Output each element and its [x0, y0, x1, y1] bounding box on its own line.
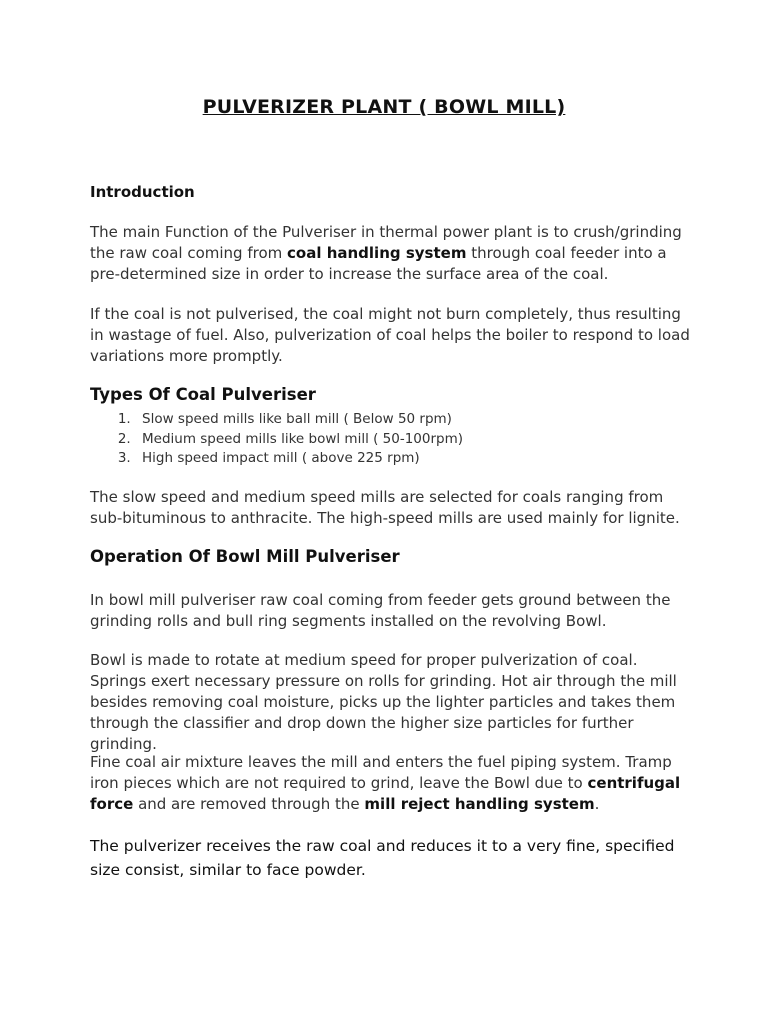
operation-paragraph-3: [90, 752, 690, 815]
list-item: 3. High speed impact mill ( above 225 rpm): [135, 449, 735, 469]
types-list: [90, 410, 735, 469]
page-title: PULVERIZER PLANT ( BOWL MILL): [202, 96, 566, 118]
operation-p3-text-3: .: [594, 795, 600, 813]
intro-paragraph-2: If the coal is not pulverised, the coal might not burn completely, thus resulting in wastage of fuel. Also, pulverization of coal helps the boiler to respond to load variations more promptly.: [90, 305, 690, 365]
types-heading: Types Of Coal Pulveriser: [90, 385, 316, 404]
intro-paragraph-1: [90, 222, 690, 285]
mill-reject-handling-system-term: mill reject handling system: [364, 795, 595, 813]
types-note-paragraph: The slow speed and medium speed mills are selected for coals ranging from sub-bituminous to anthracite. The high-speed mills are used mainly for lignite.: [90, 488, 680, 527]
list-item: 1. Slow speed mills like ball mill ( Below 50 rpm): [135, 410, 735, 430]
operation-p3-text-1: Fine coal air mixture leaves the mill and enters the fuel piping system. Tramp iron pieces which are not required to grind, leave the Bowl due to: [90, 753, 672, 792]
list-item: 2. Medium speed mills like bowl mill ( 50-100rpm): [135, 430, 735, 450]
operation-paragraph-2: Bowl is made to rotate at medium speed for proper pulverization of coal. Springs exert necessary pressure on rolls for grinding. Hot air through the mill besides removing coal moisture, picks up the lighter particles and takes them through the classifier and drop down the higher size particles for further grinding.: [90, 651, 677, 753]
coal-handling-system-term: coal handling system: [287, 244, 467, 262]
operation-p3-text-2: and are removed through the: [133, 795, 365, 813]
intro-p1-text-1: The main Function of the Pulveriser in thermal power plant is to crush/grinding the raw coal coming from: [90, 223, 682, 262]
operation-paragraph-1: In bowl mill pulveriser raw coal coming from feeder gets ground between the grinding rolls and bull ring segments installed on the revolving Bowl.: [90, 591, 671, 630]
intro-p1-text-2: through coal feeder into a pre-determined size in order to increase the surface area of the coal.: [90, 244, 667, 283]
centrifugal-force-term: centrifugal force: [90, 774, 681, 813]
summary-paragraph: The pulverizer receives the raw coal and reduces it to a very fine, specified size consist, similar to face powder.: [90, 837, 675, 879]
operation-heading: Operation Of Bowl Mill Pulveriser: [90, 547, 400, 566]
introduction-heading: Introduction: [90, 183, 195, 201]
